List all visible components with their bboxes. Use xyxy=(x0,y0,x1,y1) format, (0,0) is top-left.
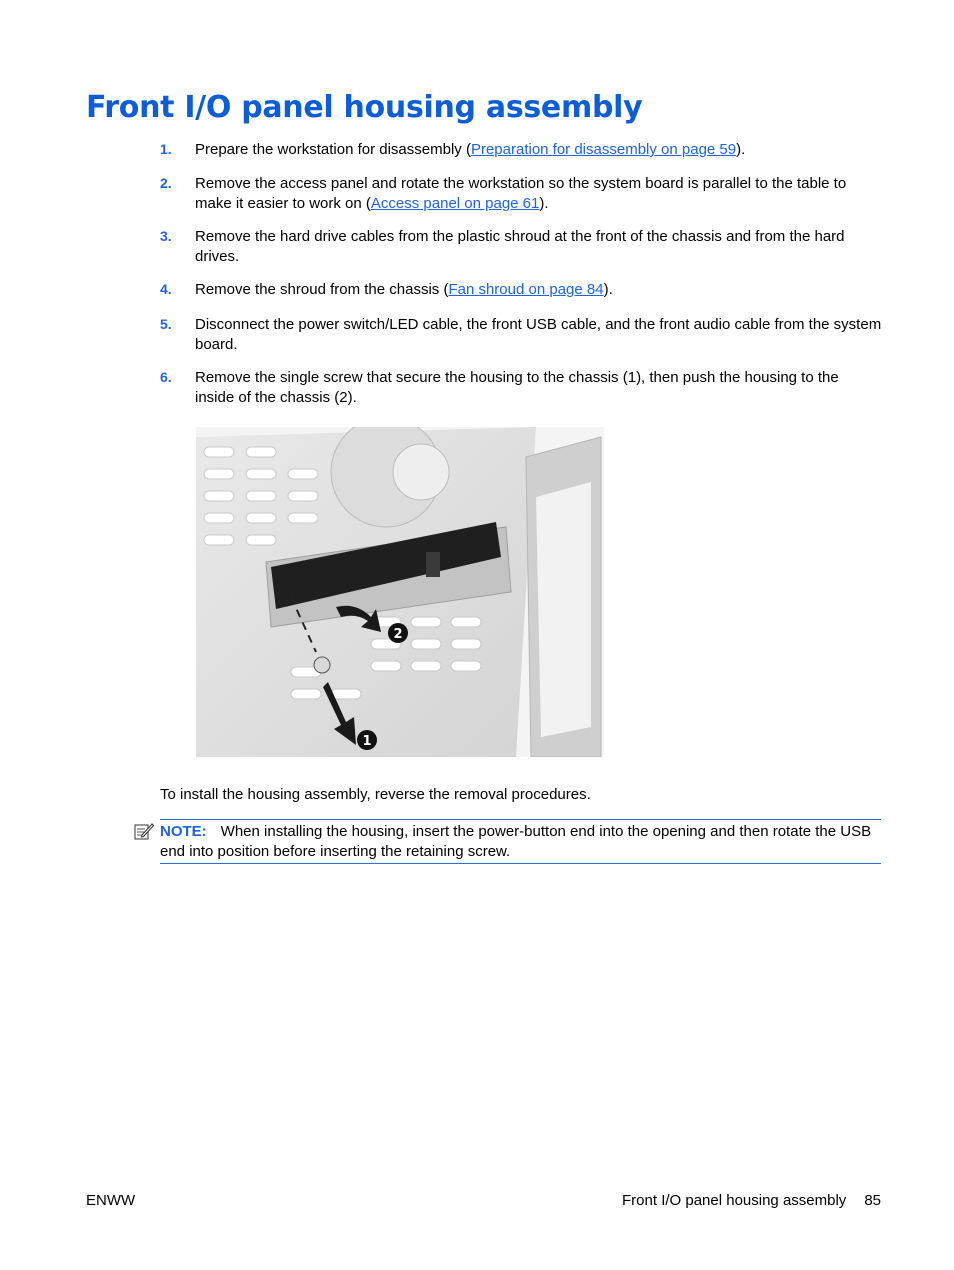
step-6 xyxy=(160,368,882,407)
step-number: 4. xyxy=(160,281,172,297)
reinstall-instruction: To install the housing assembly, reverse the removal procedures. xyxy=(160,786,591,803)
step-number: 2. xyxy=(160,175,172,191)
step-text: Prepare the workstation for disassembly (Preparation for disassembly on page 59). xyxy=(195,141,746,158)
page-title: Front I/O panel housing assembly xyxy=(86,90,643,125)
step-text: Remove the shroud from the chassis (Fan shroud on page 84). xyxy=(195,281,613,298)
step-number: 5. xyxy=(160,316,172,332)
link-access-panel[interactable]: Access panel on page 61 xyxy=(370,194,540,212)
step-5 xyxy=(160,315,882,354)
step-2 xyxy=(160,174,882,213)
step-1 xyxy=(160,140,882,160)
step-number: 1. xyxy=(160,141,172,157)
step-4 xyxy=(160,280,882,300)
page-number: 85 xyxy=(864,1192,881,1209)
callout-2-label: 2 xyxy=(393,627,403,642)
footer-right xyxy=(622,1192,881,1209)
note-box xyxy=(160,819,881,864)
link-fan-shroud[interactable]: Fan shroud on page 84 xyxy=(448,281,604,298)
step-text: Remove the hard drive cables from the plastic shroud at the front of the chassis and from the hard drives. xyxy=(195,228,845,265)
step-number: 3. xyxy=(160,228,172,244)
note-text: When installing the housing, insert the power-button end into the opening and then rotate the USB end into position before inserting the retaining screw. xyxy=(160,823,872,860)
link-preparation-for-disassembly[interactable]: Preparation for disassembly on page 59 xyxy=(470,141,737,158)
step-3 xyxy=(160,227,882,266)
callout-1-label: 1 xyxy=(362,734,372,749)
step-text: Remove the access panel and rotate the workstation so the system board is parallel to the table to make it easier to work on (Access panel on page 61). xyxy=(195,175,847,212)
note-label: NOTE: xyxy=(160,823,207,840)
footer-section-title: Front I/O panel housing assembly xyxy=(622,1192,847,1209)
housing-removal-illustration xyxy=(196,427,604,757)
step-number: 6. xyxy=(160,369,172,385)
footer-left: ENWW xyxy=(86,1192,136,1209)
note-pencil-icon xyxy=(134,822,154,840)
step-text: Remove the single screw that secure the housing to the chassis (1), then push the housing to the inside of the chassis (2). xyxy=(195,369,839,406)
step-text: Disconnect the power switch/LED cable, the front USB cable, and the front audio cable from the system board. xyxy=(195,316,882,353)
